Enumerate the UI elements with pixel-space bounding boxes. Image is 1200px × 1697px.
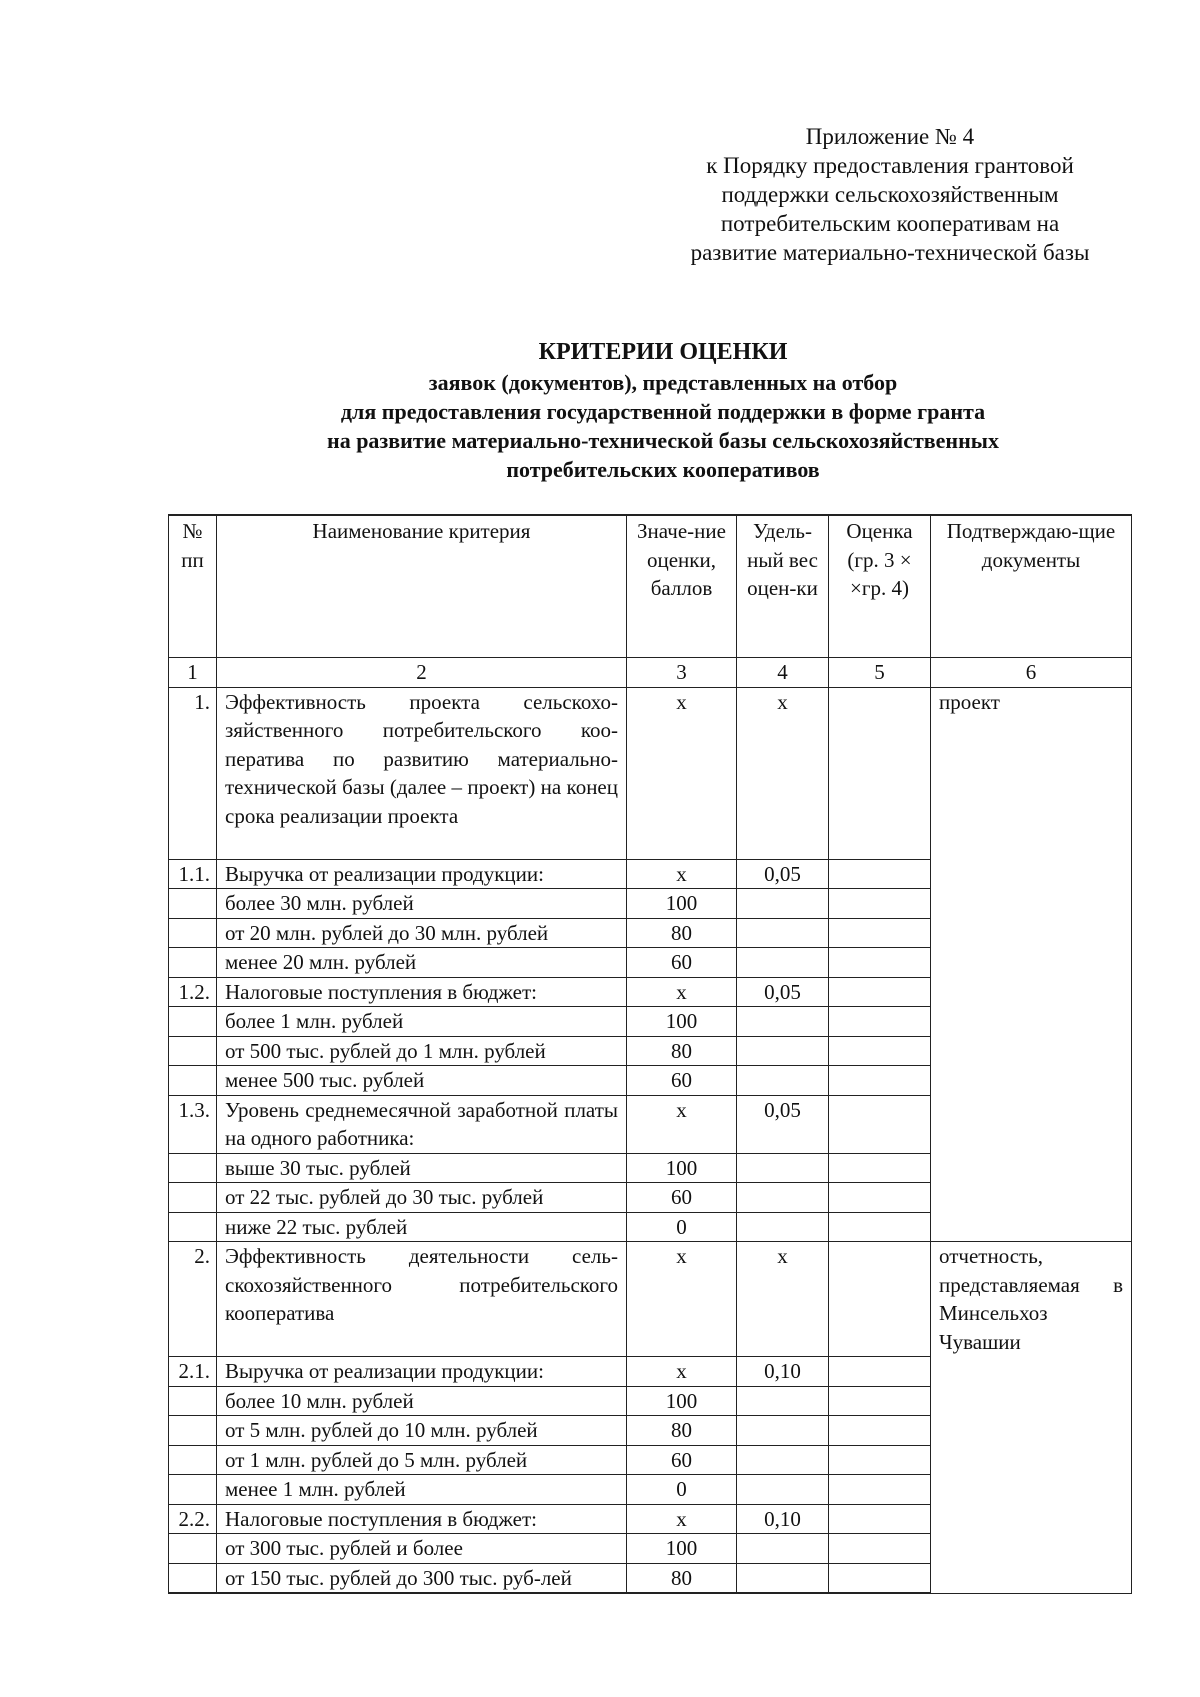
criterion-score bbox=[829, 1534, 931, 1564]
criterion-weight: х bbox=[737, 687, 829, 859]
row-number bbox=[169, 889, 217, 919]
row-number bbox=[169, 1386, 217, 1416]
criterion-score bbox=[829, 1242, 931, 1357]
criterion-value: 80 bbox=[627, 1036, 737, 1066]
document-title bbox=[168, 336, 1158, 484]
criterion-weight bbox=[737, 1183, 829, 1213]
supporting-documents: отчетность, представляемая в Минсельхоз Чувашии bbox=[931, 1242, 1132, 1594]
criterion-value: 100 bbox=[627, 1386, 737, 1416]
criterion-name: Эффективность деятельности сель-скохозяйственного потребительского кооператива bbox=[217, 1242, 627, 1357]
criterion-name: более 30 млн. рублей bbox=[217, 889, 627, 919]
criterion-name: менее 20 млн. рублей bbox=[217, 948, 627, 978]
col-number: 4 bbox=[737, 658, 829, 688]
criterion-value: 100 bbox=[627, 889, 737, 919]
appendix-line: поддержки сельскохозяйственным bbox=[721, 182, 1059, 207]
criterion-weight bbox=[737, 1386, 829, 1416]
title-line: для предоставления государственной поддержки в форме гранта bbox=[340, 399, 986, 424]
criterion-name: от 22 тыс. рублей до 30 тыс. рублей bbox=[217, 1183, 627, 1213]
row-number: 1. bbox=[169, 687, 217, 859]
criterion-value: 60 bbox=[627, 1066, 737, 1096]
criterion-weight bbox=[737, 1445, 829, 1475]
row-number bbox=[169, 1212, 217, 1242]
criterion-score bbox=[829, 1416, 931, 1446]
row-number bbox=[169, 1534, 217, 1564]
header-score: Оценка (гр. 3 × ×гр. 4) bbox=[829, 515, 931, 658]
criterion-name: от 300 тыс. рублей и более bbox=[217, 1534, 627, 1564]
criterion-name: от 150 тыс. рублей до 300 тыс. руб-лей bbox=[217, 1563, 627, 1593]
col-number: 1 bbox=[169, 658, 217, 688]
appendix-line: развитие материально-технической базы bbox=[690, 240, 1090, 265]
criterion-name: более 10 млн. рублей bbox=[217, 1386, 627, 1416]
row-number: 2.2. bbox=[169, 1504, 217, 1534]
row-number bbox=[169, 1066, 217, 1096]
criterion-value: 80 bbox=[627, 1416, 737, 1446]
title-main: КРИТЕРИИ ОЦЕНКИ bbox=[538, 339, 788, 365]
criterion-name: от 20 млн. рублей до 30 млн. рублей bbox=[217, 918, 627, 948]
criterion-score bbox=[829, 1183, 931, 1213]
criterion-name: Выручка от реализации продукции: bbox=[217, 1357, 627, 1387]
row-number bbox=[169, 1036, 217, 1066]
criterion-score bbox=[829, 1212, 931, 1242]
criterion-weight bbox=[737, 1007, 829, 1037]
appendix-line: Приложение № 4 bbox=[805, 124, 975, 149]
row-number bbox=[169, 1445, 217, 1475]
appendix-line: потребительским кооперативам на bbox=[720, 211, 1060, 236]
criterion-value: х bbox=[627, 1095, 737, 1153]
criterion-name: от 500 тыс. рублей до 1 млн. рублей bbox=[217, 1036, 627, 1066]
criterion-weight bbox=[737, 1153, 829, 1183]
col-number: 6 bbox=[931, 658, 1132, 688]
criterion-value: х bbox=[627, 1242, 737, 1357]
row-number: 1.1. bbox=[169, 859, 217, 889]
criterion-weight: 0,10 bbox=[737, 1504, 829, 1534]
col-number: 2 bbox=[217, 658, 627, 688]
column-number-row bbox=[169, 658, 1132, 688]
criterion-weight bbox=[737, 1563, 829, 1593]
header-name: Наименование критерия bbox=[217, 515, 627, 658]
criterion-weight: 0,05 bbox=[737, 1095, 829, 1153]
criterion-score bbox=[829, 1504, 931, 1534]
criterion-value: 0 bbox=[627, 1475, 737, 1505]
header-value: Значе-ние оценки, баллов bbox=[627, 515, 737, 658]
criterion-score bbox=[829, 1007, 931, 1037]
criterion-weight bbox=[737, 948, 829, 978]
criterion-weight: 0,10 bbox=[737, 1357, 829, 1387]
appendix-reference bbox=[640, 122, 1140, 267]
criterion-name: выше 30 тыс. рублей bbox=[217, 1153, 627, 1183]
criterion-score bbox=[829, 1475, 931, 1505]
criterion-value: х bbox=[627, 977, 737, 1007]
criterion-weight bbox=[737, 1212, 829, 1242]
row-number: 2.1. bbox=[169, 1357, 217, 1387]
criterion-weight bbox=[737, 1475, 829, 1505]
criterion-weight: 0,05 bbox=[737, 859, 829, 889]
criterion-weight: х bbox=[737, 1242, 829, 1357]
criterion-name: Уровень среднемесячной заработной платы на одного работника: bbox=[217, 1095, 627, 1153]
header-num: № пп bbox=[169, 515, 217, 658]
criterion-value: 60 bbox=[627, 1183, 737, 1213]
criterion-value: 80 bbox=[627, 918, 737, 948]
criterion-name: ниже 22 тыс. рублей bbox=[217, 1212, 627, 1242]
criterion-value: 100 bbox=[627, 1534, 737, 1564]
criterion-name: от 1 млн. рублей до 5 млн. рублей bbox=[217, 1445, 627, 1475]
header-docs: Подтверждаю-щие документы bbox=[931, 515, 1132, 658]
row-number bbox=[169, 1153, 217, 1183]
title-line: потребительских кооперативов bbox=[506, 457, 820, 482]
row-number bbox=[169, 1475, 217, 1505]
criterion-name: Налоговые поступления в бюджет: bbox=[217, 977, 627, 1007]
title-line: на развитие материально-технической базы сельскохозяйственных bbox=[327, 428, 999, 453]
row-number bbox=[169, 1007, 217, 1037]
criterion-name: менее 500 тыс. рублей bbox=[217, 1066, 627, 1096]
criterion-weight bbox=[737, 1036, 829, 1066]
supporting-documents: проект bbox=[931, 687, 1132, 1242]
table-row bbox=[169, 687, 1132, 859]
row-number bbox=[169, 1416, 217, 1446]
row-number bbox=[169, 1183, 217, 1213]
criterion-value: х bbox=[627, 687, 737, 859]
criterion-name: от 5 млн. рублей до 10 млн. рублей bbox=[217, 1416, 627, 1446]
criterion-score bbox=[829, 1066, 931, 1096]
criterion-score bbox=[829, 1386, 931, 1416]
row-number: 2. bbox=[169, 1242, 217, 1357]
criterion-score bbox=[829, 1153, 931, 1183]
title-line: заявок (документов), представленных на отбор bbox=[428, 370, 898, 395]
header-weight: Удель-ный вес оцен-ки bbox=[737, 515, 829, 658]
header-row bbox=[169, 515, 1132, 658]
criterion-value: 100 bbox=[627, 1153, 737, 1183]
criterion-score bbox=[829, 948, 931, 978]
criterion-score bbox=[829, 687, 931, 859]
criterion-value: 100 bbox=[627, 1007, 737, 1037]
criterion-name: Налоговые поступления в бюджет: bbox=[217, 1504, 627, 1534]
appendix-line: к Порядку предоставления грантовой bbox=[706, 153, 1074, 178]
criteria-table bbox=[168, 514, 1132, 1594]
criterion-value: х bbox=[627, 1357, 737, 1387]
row-number bbox=[169, 948, 217, 978]
criterion-weight bbox=[737, 889, 829, 919]
criterion-weight bbox=[737, 1066, 829, 1096]
criterion-score bbox=[829, 889, 931, 919]
criterion-score bbox=[829, 859, 931, 889]
criterion-value: 0 bbox=[627, 1212, 737, 1242]
table-row bbox=[169, 1242, 1132, 1357]
criterion-value: х bbox=[627, 1504, 737, 1534]
criterion-weight bbox=[737, 918, 829, 948]
row-number bbox=[169, 1563, 217, 1593]
criterion-score bbox=[829, 1036, 931, 1066]
row-number: 1.3. bbox=[169, 1095, 217, 1153]
criterion-score bbox=[829, 918, 931, 948]
criterion-name: более 1 млн. рублей bbox=[217, 1007, 627, 1037]
criterion-score bbox=[829, 1095, 931, 1153]
row-number bbox=[169, 918, 217, 948]
col-number: 5 bbox=[829, 658, 931, 688]
criterion-score bbox=[829, 1445, 931, 1475]
criterion-value: 80 bbox=[627, 1563, 737, 1593]
row-number: 1.2. bbox=[169, 977, 217, 1007]
criterion-name: менее 1 млн. рублей bbox=[217, 1475, 627, 1505]
criterion-score bbox=[829, 1357, 931, 1387]
criterion-weight bbox=[737, 1534, 829, 1564]
criterion-weight: 0,05 bbox=[737, 977, 829, 1007]
criterion-score bbox=[829, 977, 931, 1007]
col-number: 3 bbox=[627, 658, 737, 688]
criterion-name: Эффективность проекта сельскохо-зяйственного потребительского коо-ператива по развитию материально-технической базы (далее – проект) на конец срока реализации проекта bbox=[217, 687, 627, 859]
criterion-value: х bbox=[627, 859, 737, 889]
criterion-score bbox=[829, 1563, 931, 1593]
criterion-name: Выручка от реализации продукции: bbox=[217, 859, 627, 889]
criterion-weight bbox=[737, 1416, 829, 1446]
criterion-value: 60 bbox=[627, 1445, 737, 1475]
criterion-value: 60 bbox=[627, 948, 737, 978]
